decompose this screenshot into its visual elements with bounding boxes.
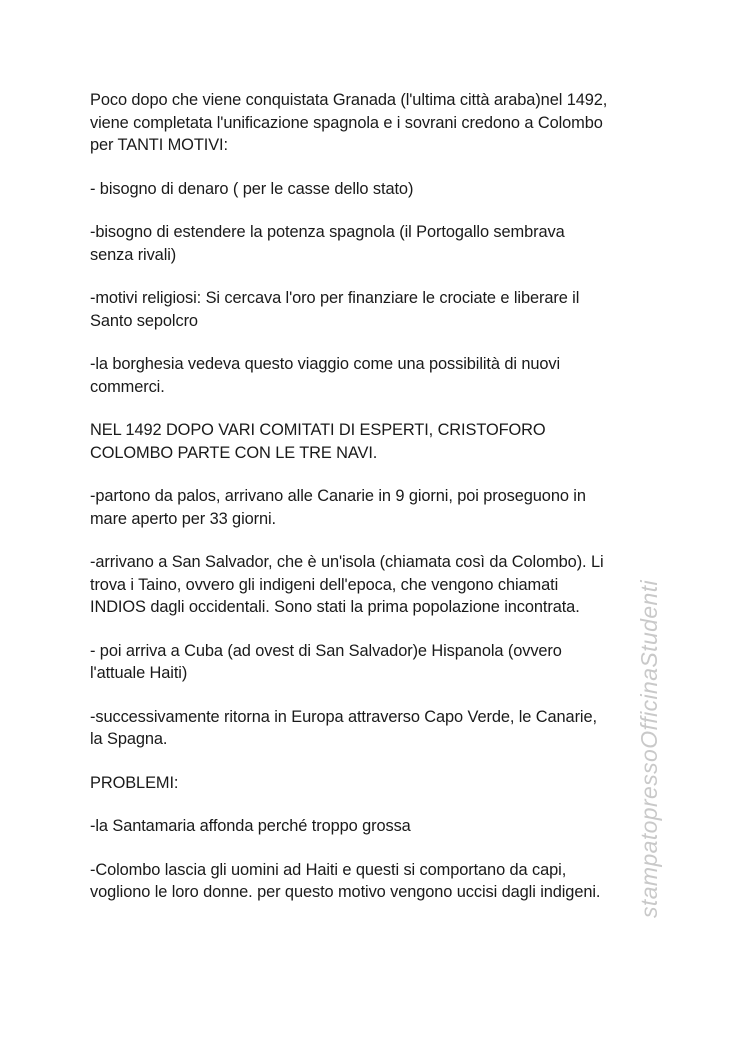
paragraph-problems-heading: PROBLEMI: [90, 773, 179, 792]
paragraph-cuba: - poi arriva a Cuba (ad ovest di San Salvador)e Hispanola (ovvero l'attuale Haiti) [90, 641, 562, 682]
paragraph-money: - bisogno di denaro ( per le casse dello stato) [90, 179, 414, 198]
paragraph-route: -partono da palos, arrivano alle Canarie in 9 giorni, poi proseguono in mare aperto per 33 giorni. [90, 487, 586, 528]
paragraph-haiti: -Colombo lascia gli uomini ad Haiti e questi si comportano da capi, vogliono le loro donne. per questo motivo vengono uccisi dagli indigeni. [90, 860, 601, 901]
paragraph-religion: -motivi religiosi: Si cercava l'oro per finanziare le crociate e liberare il Santo sepolcro [90, 289, 580, 330]
paragraph-intro: Poco dopo che viene conquistata Granada (l'ultima città araba)nel 1492, viene completata l'unificazione spagnola e i sovrani credono a Colombo per TANTI MOTIVI: [90, 91, 608, 154]
document-body [90, 89, 665, 925]
watermark: stampatopressoOfficinaStudenti [636, 579, 662, 918]
paragraph-santamaria: -la Santamaria affonda perché troppo grossa [90, 817, 411, 835]
paragraph-departure: NEL 1492 DOPO VARI COMITATI DI ESPERTI, CRISTOFORO COLOMBO PARTE CON LE TRE NAVI. [90, 421, 546, 462]
paragraph-return: -successivamente ritorna in Europa attraverso Capo Verde, le Canarie, la Spagna. [90, 707, 597, 748]
paragraph-power: -bisogno di estendere la potenza spagnola (il Portogallo sembrava senza rivali) [90, 223, 565, 264]
paragraph-bourgeoisie: -la borghesia vedeva questo viaggio come una possibilità di nuovi commerci. [90, 355, 561, 396]
paragraph-san-salvador: -arrivano a San Salvador, che è un'isola (chiamata così da Colombo). Li trova i Taino, ovvero gli indigeni dell'epoca, che vengono chiamati INDIOS dagli occidentali. Sono stati la prima popolazione incontrata. [90, 553, 604, 616]
